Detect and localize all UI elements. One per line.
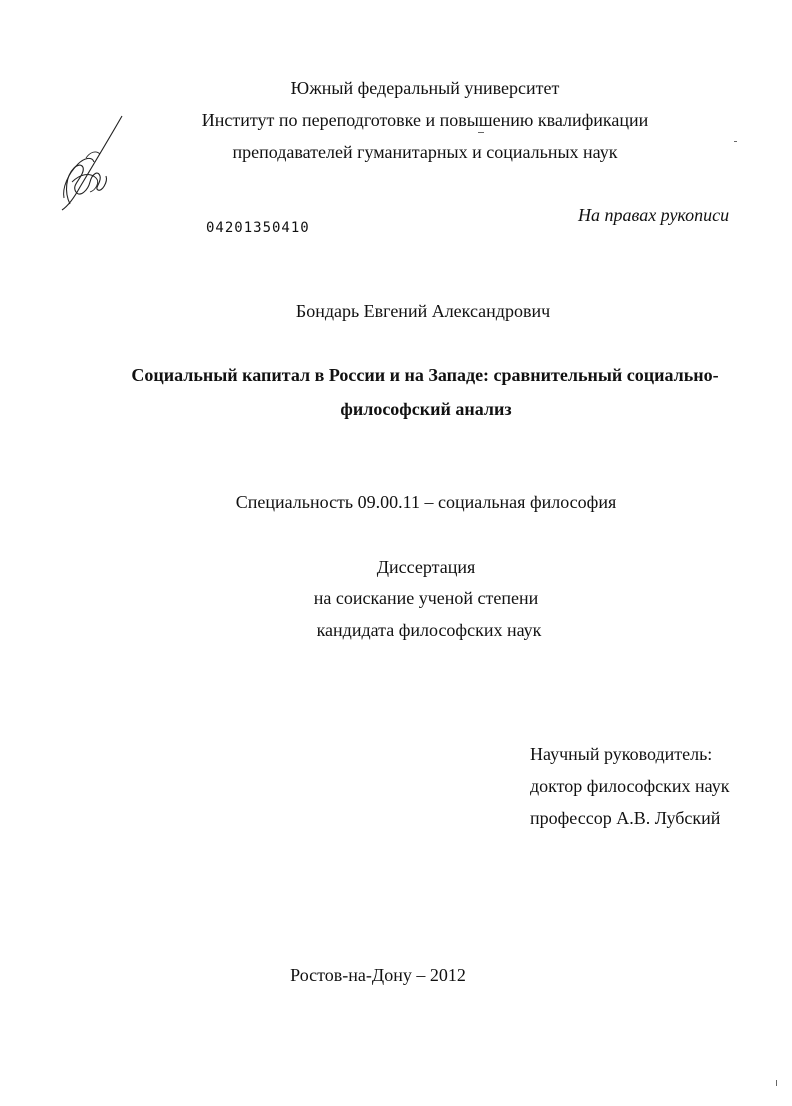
dissertation-field-line: кандидата философских наук <box>316 620 542 640</box>
thesis-title-line-1: Социальный капитал в России и на Западе: сравнительный социально- <box>131 365 719 385</box>
dissertation-degree-line: на соискание ученой степени <box>313 588 539 608</box>
specialty: Специальность 09.00.11 – социальная философия <box>235 492 617 512</box>
scan-speck <box>776 1080 777 1086</box>
manuscript-note: На правах рукописи <box>578 205 730 225</box>
thesis-title-line-2: философский анализ <box>340 399 512 419</box>
faculty-name: преподавателей гуманитарных и социальных наук <box>232 142 618 162</box>
supervisor-label: Научный руководитель: <box>530 744 713 764</box>
institute-name: Институт по переподготовке и повышению квалификации <box>201 110 649 130</box>
place-year: Ростов-на-Дону – 2012 <box>290 965 466 985</box>
scan-speck <box>478 132 484 133</box>
supervisor-name: профессор А.В. Лубский <box>530 808 721 828</box>
handwritten-signature-icon <box>50 112 130 212</box>
record-number: 04201350410 <box>206 220 310 236</box>
scan-speck <box>734 141 737 142</box>
dissertation-label: Диссертация <box>376 557 476 577</box>
university-name: Южный федеральный университет <box>290 78 560 98</box>
author-name: Бондарь Евгений Александрович <box>295 301 551 321</box>
supervisor-degree: доктор философских наук <box>530 776 730 796</box>
